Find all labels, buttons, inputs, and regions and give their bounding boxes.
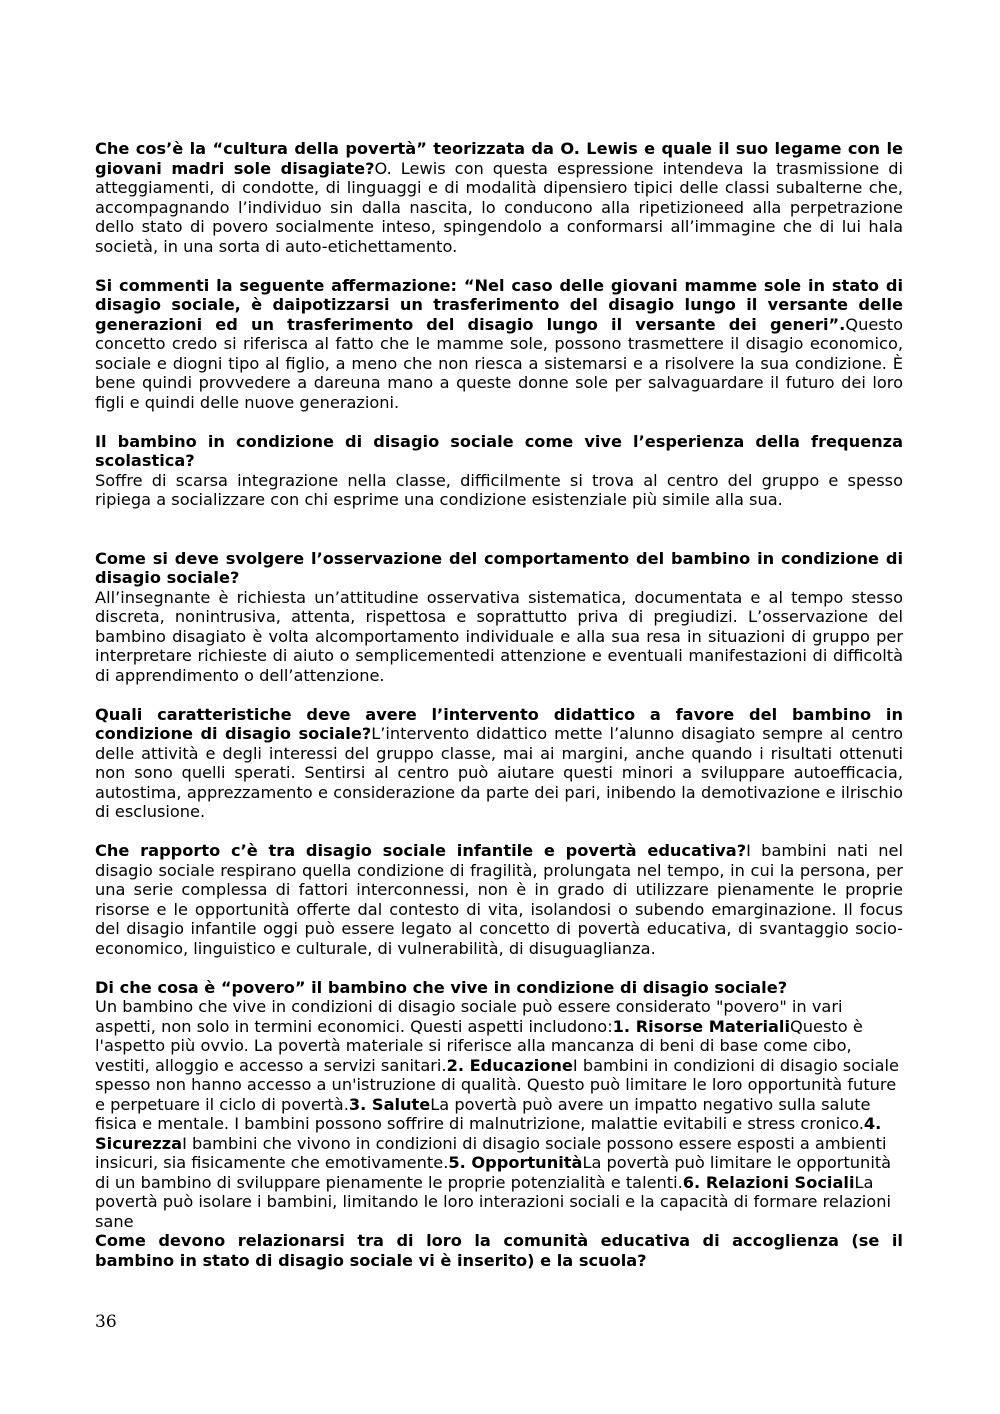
answer-text: All’insegnante è richiesta un’attitudine osservativa sistematica, documentata e al tempo stesso discreta, nonintrusiva, attenta, rispettosa e soprattutto priva di pregiudizi. L’osservazione del bambino disagiato è volta alcomportamento individuale e alla sua resa in situazioni di gruppo per interpretare richieste di aiuto o semplicementedi attenzione e eventuali manifestazioni di difficoltà di apprendimento o dell’attenzione.	[95, 587, 903, 685]
section-comunita-educativa	[95, 1231, 903, 1270]
spacer	[95, 822, 903, 842]
question-heading: Che rapporto c’è tra disagio sociale infantile e povertà educativa?	[95, 841, 747, 860]
answer-text: Questo concetto credo si riferisca al fatto che le mamme sole, possono trasmettere il disagio economico, sociale e diogni tipo al figlio, a meno che non riesca a sistemarsi e a risolvere la sua condizione. È bene quindi provvedere a dareuna mano a queste donne sole per salvaguardare il futuro dei loro figli e quindi delle nuove generazioni.	[95, 314, 903, 412]
question-heading: Si commenti la seguente affermazione: “Nel caso delle giovani mamme sole in stato di disagio sociale, è daipotizzarsi un trasferimento del disagio lungo il versante delle generazioni ed un trasferimento del disagio lungo il versante dei generi”.	[95, 275, 903, 334]
aspect-title: 3. Salute	[348, 1094, 431, 1114]
aspect-text: I bambini in condizioni di disagio sociale spesso non hanno accesso a un'istruzione di qualità. Questo può limitare le loro opportunità future e perpetuare il ciclo di povertà.	[95, 1055, 899, 1114]
aspect-text: La povertà può avere un impatto negativo sulla salute fisica e mentale. I bambini possono soffrire di malnutrizione, malattie evitabili e stress cronico.	[95, 1094, 871, 1133]
question-heading: Come si deve svolgere l’osservazione del comportamento del bambino in condizione di disagio sociale?	[95, 548, 903, 587]
aspect-text: La povertà può isolare i bambini, limitando le loro interazioni sociali e la capacità di formare relazioni sane	[95, 1172, 891, 1231]
section-frequenza-scolastica	[95, 432, 903, 510]
answer-text: O. Lewis con questa espressione intendeva la trasmissione di atteggiamenti, di condotte, di linguaggi e di modalità dipensiero tipici delle classi subalterne che, accompagnando l’individuo sin dalla nascita, lo conducono alla ripetizioneed alla perpetrazione dello stato di povero socialmente inteso, spingendolo a conformarsi all’immagine che di lui hala società, in una sorta di auto-etichettamento.	[95, 158, 903, 256]
spacer	[95, 412, 903, 432]
section-bambino-povero	[95, 978, 903, 1232]
aspect-title: 1. Risorse Materiali	[612, 1016, 791, 1036]
spacer	[95, 685, 903, 705]
section-affermazione	[95, 276, 903, 413]
answer-text: Soffre di scarsa integrazione nella classe, difficilmente si trova al centro del gruppo e spesso ripiega a socializzare con chi esprime una condizione esistenziale più simile alla sua.	[95, 470, 903, 509]
aspect-text: I bambini che vivono in condizioni di disagio sociale possono essere esposti a ambienti insicuri, sia fisicamente che emotivamente.	[95, 1133, 887, 1172]
question-heading: Quali caratteristiche deve avere l’intervento didattico a favore del bambino in condizione di disagio sociale?	[95, 704, 903, 743]
spacer	[95, 256, 903, 276]
section-osservazione	[95, 549, 903, 686]
answer-text: L’intervento didattico mette l’alunno disagiato sempre al centro delle attività e degli interessi del gruppo classe, mai ai margini, anche quando i risultati ottenuti non sono quelli sperati. Sentirsi al centro può aiutare questi minori a sviluppare autoefficacia, autostima, apprezzamento e considerazione da parte dei pari, inibendo la demotivazione e ilrischio di esclusione.	[95, 724, 903, 821]
section-cultura-poverta	[95, 139, 903, 256]
aspect-title: 2. Educazione	[446, 1055, 573, 1075]
answer-text: I bambini nati nel disagio sociale respirano quella condizione di fragilità, prolungata nel tempo, in cui la persona, per una serie complessa di fattori interconnessi, non è in grado di utilizzare pienamente le proprie risorse e le opportunità offerte dal contesto di vita, isolandosi o subendo emarginazione. Il focus del disagio infantile oggi può essere legato al concetto di povertà educativa, di svantaggio socio-economico, linguistico e culturale, di vulnerabilità, di disuguaglianza.	[95, 841, 903, 958]
question-heading: Di che cosa è “povero” il bambino che vive in condizione di disagio sociale?	[95, 977, 788, 997]
spacer	[95, 958, 903, 978]
question-heading: Come devono relazionarsi tra di loro la comunità educativa di accoglienza (se il bambino in stato di disagio sociale vi è inserito) e la scuola?	[95, 1231, 903, 1270]
aspect-title: 6. Relazioni Sociali	[682, 1172, 855, 1192]
aspect-text: Questo è l'aspetto più ovvio. La povertà materiale si riferisce alla mancanza di beni di base come cibo, vestiti, alloggio e accesso a servizi sanitari.	[95, 1016, 863, 1075]
aspect-title: 4. Sicurezza	[95, 1114, 882, 1153]
question-heading: Che cos’è la “cultura della povertà” teorizzata da O. Lewis e quale il suo legame con le giovani madri sole disagiate?	[95, 139, 903, 178]
section-intervento-didattico	[95, 705, 903, 822]
aspect-title: 5. Opportunità	[448, 1153, 583, 1172]
spacer	[95, 510, 903, 549]
page-number: 36	[95, 1312, 117, 1332]
section-poverta-educativa	[95, 841, 903, 958]
aspect-text: La povertà può limitare le opportunità di un bambino di sviluppare pienamente le proprie potenzialità e talenti.	[95, 1153, 892, 1192]
page-content	[95, 139, 903, 1270]
answer-intro: Un bambino che vive in condizioni di disagio sociale può essere considerato "povero" in vari aspetti, non solo in termini economici. Questi aspetti includono:	[95, 997, 843, 1036]
question-heading: Il bambino in condizione di disagio sociale come vive l’esperienza della frequenza scolastica?	[95, 431, 903, 470]
